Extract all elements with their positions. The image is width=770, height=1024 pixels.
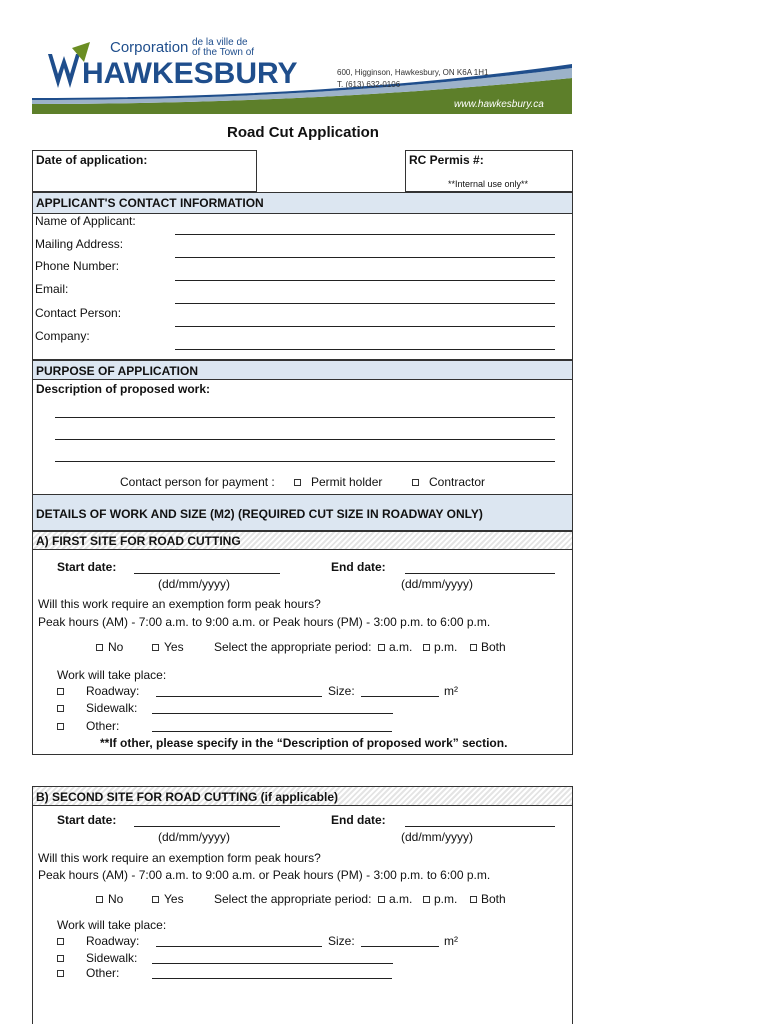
site-a-am-checkbox[interactable]	[378, 644, 385, 651]
site-a-question-1: Will this work require an exemption form peak hours?	[38, 597, 321, 611]
description-line-1[interactable]	[55, 417, 555, 418]
site-b-roadway-input[interactable]	[156, 946, 322, 947]
page-title: Road Cut Application	[227, 124, 379, 141]
site-a-roadway-input[interactable]	[156, 696, 322, 697]
mailing-input-line[interactable]	[175, 257, 555, 258]
site-a-both-label: Both	[481, 640, 506, 654]
contact-heading: APPLICANT'S CONTACT INFORMATION	[36, 196, 264, 210]
date-of-application-label: Date of application:	[36, 153, 148, 167]
site-a-start-label: Start date:	[57, 560, 117, 574]
site-b-sidewalk-checkbox[interactable]	[57, 955, 64, 962]
site-b-sidewalk-label: Sidewalk:	[86, 951, 138, 965]
site-b-yes-checkbox[interactable]	[152, 896, 159, 903]
permit-holder-checkbox[interactable]	[294, 479, 301, 486]
site-b-end-label: End date:	[331, 813, 386, 827]
site-a-note: **If other, please specify in the “Description of proposed work” section.	[100, 736, 508, 750]
site-b-size-label: Size:	[328, 934, 355, 948]
french-line-1: de la ville de	[192, 37, 248, 48]
company-input-line[interactable]	[175, 349, 555, 350]
site-a-question-2: Peak hours (AM) - 7:00 a.m. to 9:00 a.m. or Peak hours (PM) - 3:00 p.m. to 6:00 p.m.	[38, 615, 491, 629]
date-of-application-box[interactable]	[32, 150, 257, 192]
phone: T. (613) 632-0106	[337, 80, 401, 89]
site-b-end-format: (dd/mm/yyyy)	[401, 830, 473, 844]
site-a-no-checkbox[interactable]	[96, 644, 103, 651]
field-contact-person: Contact Person:	[35, 306, 122, 320]
purpose-section	[32, 360, 573, 495]
site-a-sidewalk-label: Sidewalk:	[86, 701, 138, 715]
rc-permit-box[interactable]	[405, 150, 573, 192]
site-a-roadway-checkbox[interactable]	[57, 688, 64, 695]
site-b-both-label: Both	[481, 892, 506, 906]
field-company: Company:	[35, 329, 90, 343]
site-b-size-input[interactable]	[361, 946, 439, 947]
site-a-both-checkbox[interactable]	[470, 644, 477, 651]
site-b-yes-label: Yes	[164, 892, 184, 906]
site-a-pm-checkbox[interactable]	[423, 644, 430, 651]
french-line-2: of the Town of	[192, 47, 255, 58]
corporation-label: Corporation	[110, 39, 189, 56]
site-a-heading: A) FIRST SITE FOR ROAD CUTTING	[36, 534, 241, 548]
details-heading: DETAILS OF WORK AND SIZE (M2) (REQUIRED CUT SIZE IN ROADWAY ONLY)	[36, 507, 483, 521]
rc-permit-label: RC Permis #:	[409, 153, 484, 167]
site-b-roadway-checkbox[interactable]	[57, 938, 64, 945]
contractor-checkbox[interactable]	[412, 479, 419, 486]
site-a-other-input[interactable]	[152, 731, 392, 732]
address: 600, Higginson, Hawkesbury, ON K6A 1H1	[337, 68, 489, 77]
description-line-2[interactable]	[55, 439, 555, 440]
details-heading-box	[32, 494, 573, 531]
site-b-both-checkbox[interactable]	[470, 896, 477, 903]
site-a-period-label: Select the appropriate period:	[214, 640, 372, 654]
site-a-am-label: a.m.	[389, 640, 413, 654]
site-b-question-2: Peak hours (AM) - 7:00 a.m. to 9:00 a.m. or Peak hours (PM) - 3:00 p.m. to 6:00 p.m.	[38, 868, 491, 882]
site-a-end-format: (dd/mm/yyyy)	[401, 577, 473, 591]
payment-contact-label: Contact person for payment :	[120, 475, 275, 489]
site-b-no-checkbox[interactable]	[96, 896, 103, 903]
field-name-of-applicant: Name of Applicant:	[35, 214, 136, 228]
field-phone-number: Phone Number:	[35, 259, 120, 273]
town-name: HAWKESBURY	[82, 57, 298, 90]
site-a-place-label: Work will take place:	[57, 668, 167, 682]
email-input-line[interactable]	[175, 303, 555, 304]
site-a-yes-label: Yes	[164, 640, 184, 654]
phone-input-line[interactable]	[175, 280, 555, 281]
site-b-pm-checkbox[interactable]	[423, 896, 430, 903]
site-b-end-input[interactable]	[405, 826, 555, 827]
site-a-size-input[interactable]	[361, 696, 439, 697]
site-b-other-input[interactable]	[152, 978, 392, 979]
site-a-yes-checkbox[interactable]	[152, 644, 159, 651]
field-email: Email:	[35, 282, 69, 296]
site-b-am-checkbox[interactable]	[378, 896, 385, 903]
description-label: Description of proposed work:	[36, 382, 211, 396]
site-a-start-format: (dd/mm/yyyy)	[158, 577, 230, 591]
site-a-sidewalk-checkbox[interactable]	[57, 705, 64, 712]
description-line-3[interactable]	[55, 461, 555, 462]
site-a-other-checkbox[interactable]	[57, 723, 64, 730]
internal-use-note: **Internal use only**	[448, 179, 529, 189]
site-b-start-input[interactable]	[134, 826, 280, 827]
site-a-other-label: Other:	[86, 719, 120, 733]
purpose-heading: PURPOSE OF APPLICATION	[36, 364, 199, 378]
site-a-no-label: No	[108, 640, 124, 654]
site-a-sidewalk-input[interactable]	[152, 713, 393, 714]
site-b-no-label: No	[108, 892, 124, 906]
site-b-period-label: Select the appropriate period:	[214, 892, 372, 906]
letterhead	[32, 38, 572, 114]
contact-person-input-line[interactable]	[175, 326, 555, 327]
site-b-heading: B) SECOND SITE FOR ROAD CUTTING (if applicable)	[36, 790, 339, 804]
site-a-size-unit: m²	[444, 684, 458, 698]
site-a-roadway-label: Roadway:	[86, 684, 140, 698]
site-b-am-label: a.m.	[389, 892, 413, 906]
site-a-end-label: End date:	[331, 560, 386, 574]
site-b-start-format: (dd/mm/yyyy)	[158, 830, 230, 844]
permit-holder-label: Permit holder	[311, 475, 383, 489]
site-b-size-unit: m²	[444, 934, 458, 948]
site-a-pm-label: p.m.	[434, 640, 458, 654]
site-a-end-input[interactable]	[405, 573, 555, 574]
website: www.hawkesbury.ca	[454, 99, 544, 110]
contractor-label: Contractor	[429, 475, 486, 489]
site-a-size-label: Size:	[328, 684, 355, 698]
site-b-start-label: Start date:	[57, 813, 117, 827]
site-b-other-checkbox[interactable]	[57, 970, 64, 977]
site-b-other-label: Other:	[86, 966, 120, 980]
site-b-place-label: Work will take place:	[57, 918, 167, 932]
site-a-start-input[interactable]	[134, 573, 280, 574]
site-b-question-1: Will this work require an exemption form peak hours?	[38, 851, 321, 865]
site-b-pm-label: p.m.	[434, 892, 458, 906]
name-input-line[interactable]	[175, 234, 555, 235]
field-mailing-address: Mailing Address:	[35, 237, 124, 251]
site-b-roadway-label: Roadway:	[86, 934, 140, 948]
site-b-sidewalk-input[interactable]	[152, 963, 393, 964]
